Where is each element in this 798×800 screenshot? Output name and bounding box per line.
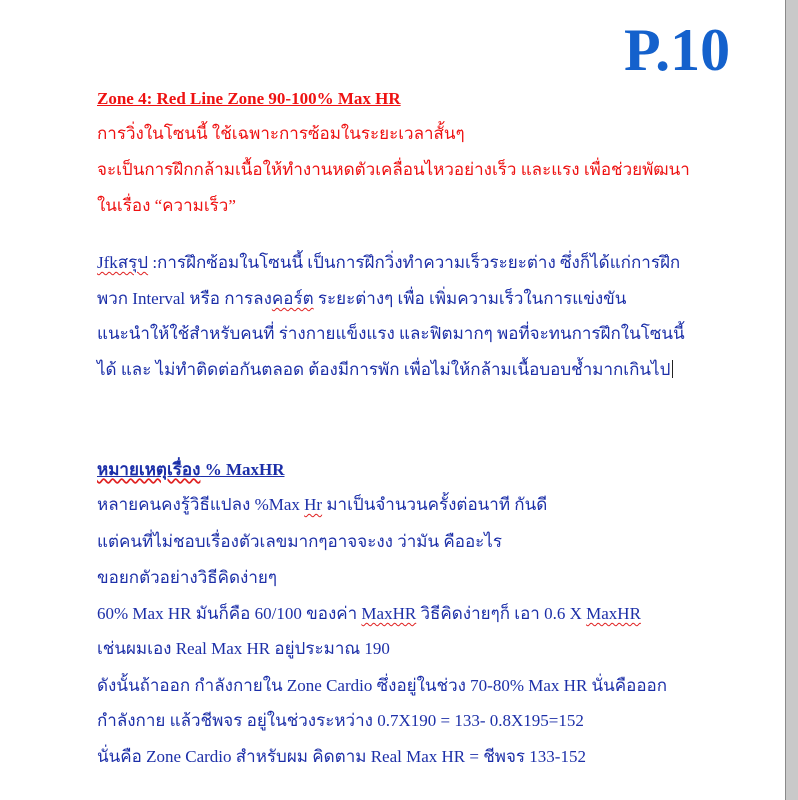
note-maxhr-word-1: MaxHR <box>361 604 417 623</box>
note-line-2: แต่คนที่ไม่ชอบเรื่องตัวเลขมากๆอาจจะงง ว่ามัน คืออะไร <box>97 532 502 551</box>
summary-line-3: แนะนำให้ใช้สำหรับคนที่ ร่างกายแข็งแรง และฟิตมากๆ พอที่จะทนการฝึกในโซนนี้ <box>97 324 685 343</box>
summary-line-1-text: :การฝึกซ้อมในโซนนี้ เป็นการฝึกวิ่งทำความเร็วระยะต่าง ซึ่งก็ได้แก่การฝึก <box>148 253 681 272</box>
page-edge <box>786 0 798 800</box>
summary-line-2 <box>97 288 626 310</box>
note-heading <box>97 459 284 481</box>
summary-line-2-b: ระยะต่างๆ เพื่อ เพิ่มความเร็วในการแข่งขัน <box>313 289 627 308</box>
note-line-3: ขอยกตัวอย่างวิธีคิดง่ายๆ <box>97 568 277 587</box>
zone4-heading: Zone 4: Red Line Zone 90-100% Max HR <box>97 89 401 108</box>
summary-line-2-a: พวก Interval หรือ การลง <box>97 289 272 308</box>
summary-line-4 <box>97 359 673 381</box>
note-line-4 <box>97 603 641 625</box>
text-cursor <box>672 360 673 378</box>
note-maxhr-word-2: MaxHR <box>586 604 641 623</box>
summary-course-word: คอร์ต <box>271 289 314 308</box>
page-number: P.10 <box>624 17 731 83</box>
note-line-7: กำลังกาย แล้วชีพจร อยู่ในช่วงระหว่าง 0.7X190 = 133- 0.8X195=152 <box>97 711 584 730</box>
note-line-1-a: หลายคนคงรู้วิธีแปลง %Max <box>97 495 305 514</box>
note-line-1 <box>97 494 547 516</box>
summary-line-4-text: ได้ และ ไม่ทำติดต่อกันตลอด ต้องมีการพัก เพื่อไม่ให้กล้ามเนื้อบอบช้ำมากเกินไป <box>97 360 671 379</box>
note-line-5: เช่นผมเอง Real Max HR อยู่ประมาณ 190 <box>97 639 390 658</box>
zone4-line-3: ในเรื่อง “ความเร็ว” <box>97 196 236 215</box>
note-heading-thai: หมายเหตุเรื่อง <box>97 460 201 479</box>
note-line-4-b: วิธีคิดง่ายๆก็ เอา 0.6 X <box>416 604 587 623</box>
note-line-6: ดังนั้นถ้าออก กำลังกายใน Zone Cardio ซึ่งอยู่ในช่วง 70-80% Max HR นั่นคือออก <box>97 676 668 695</box>
note-heading-rest: % MaxHR <box>200 460 285 479</box>
summary-prefix: Jfkสรุป <box>97 253 149 272</box>
zone4-line-2: จะเป็นการฝึกกล้ามเนื้อให้ทำงานหดตัวเคลื่อนไหวอย่างเร็ว และแรง เพื่อช่วยพัฒนา <box>97 160 690 179</box>
note-line-8: นั่นคือ Zone Cardio สำหรับผม คิดตาม Real Max HR = ชีพจร 133-152 <box>97 747 586 766</box>
note-hr-word: Hr <box>304 495 323 514</box>
note-line-1-b: มาเป็นจำนวนครั้งต่อนาที กันดี <box>322 495 548 514</box>
note-line-4-a: 60% Max HR มันก็คือ 60/100 ของค่า <box>97 604 362 623</box>
summary-line-1 <box>97 252 680 274</box>
zone4-line-1: การวิ่งในโซนนี้ ใช้เฉพาะการซ้อมในระยะเวลาสั้นๆ <box>97 124 465 143</box>
